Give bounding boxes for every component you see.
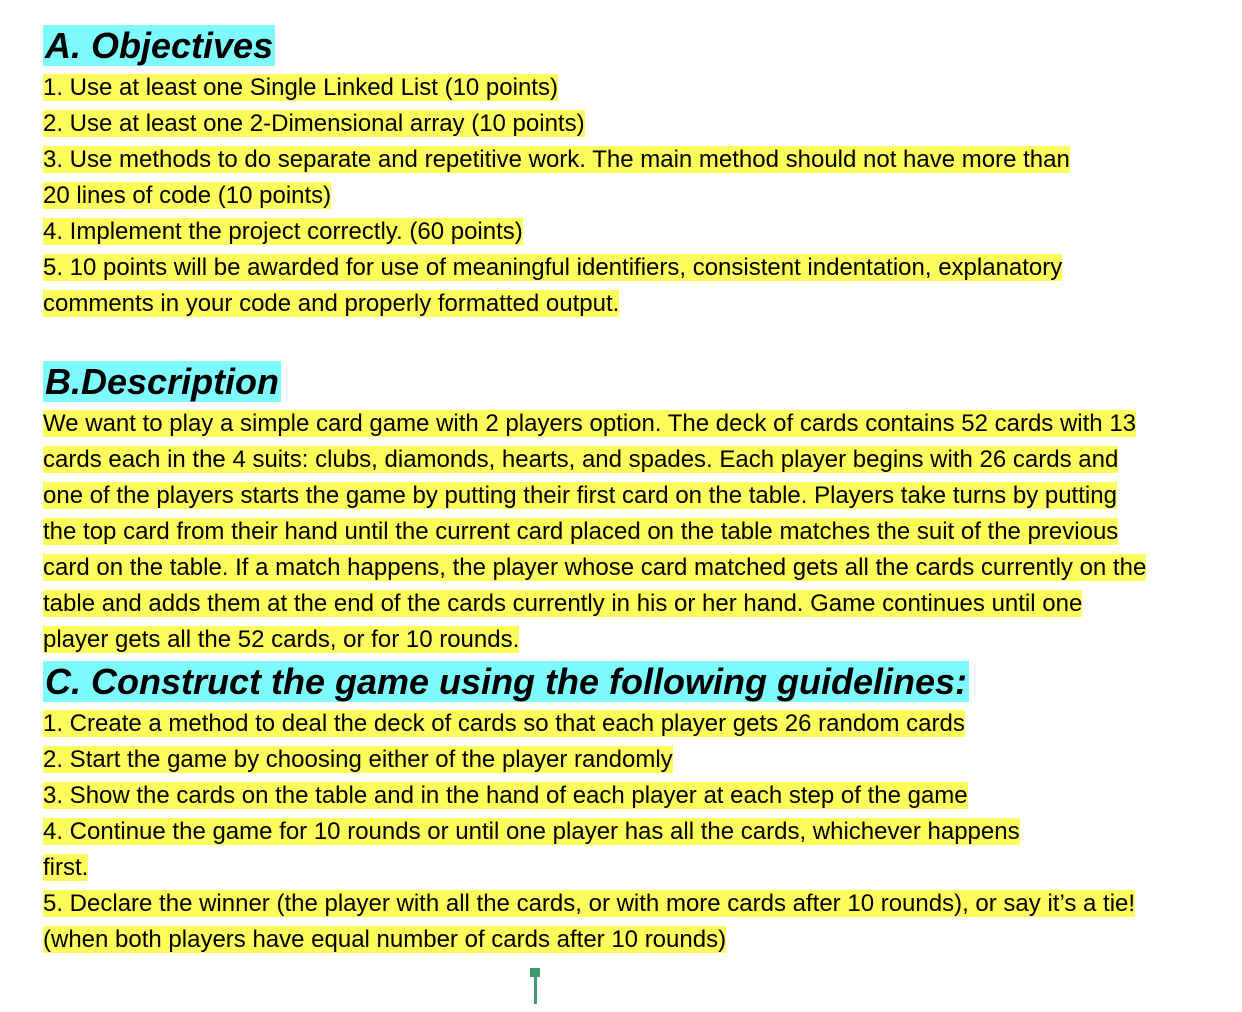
guideline-item xyxy=(43,778,1223,814)
description-paragraph xyxy=(43,406,1148,658)
section-b-heading xyxy=(43,358,1223,406)
guideline-text: 5. Declare the winner (the player with all the cards, or with more cards after 10 rounds), or say it’s a tie! (when both players have equal number of cards after 10 rounds) xyxy=(43,890,1136,953)
objective-text: 2. Use at least one 2-Dimensional array (10 points) xyxy=(43,110,585,137)
section-c-heading xyxy=(43,658,1223,706)
objective-text: 3. Use methods to do separate and repetitive work. The main method should not have more than 20 lines of code (10 points) xyxy=(43,146,1070,209)
guideline-text: 4. Continue the game for 10 rounds or until one player has all the cards, whichever happens first. xyxy=(43,818,1020,881)
objective-item xyxy=(43,70,1223,106)
guideline-text: 3. Show the cards on the table and in the hand of each player at each step of the game xyxy=(43,782,968,809)
section-a-title: A. Objectives xyxy=(45,25,274,66)
objective-text: 5. 10 points will be awarded for use of meaningful identifiers, consistent indentation, explanatory comments in your code and properly formatted output. xyxy=(43,254,1063,317)
objective-item xyxy=(43,250,1063,322)
objective-item xyxy=(43,142,1083,214)
guideline-text: 2. Start the game by choosing either of the player randomly xyxy=(43,746,673,773)
cursor-caret xyxy=(534,968,537,1004)
objective-text: 4. Implement the project correctly. (60 points) xyxy=(43,218,523,245)
guideline-item xyxy=(43,706,1223,742)
section-c-title: C. Construct the game using the following guidelines: xyxy=(45,661,968,702)
description-text: We want to play a simple card game with 2 players option. The deck of cards contains 52 cards with 13 cards each in the 4 suits: clubs, diamonds, hearts, and spades. Each player begins with 26 cards and one of the players starts the game by putting their first card on the table. Players take turns by putting the top card from their hand until the current card placed on the table matches the suit of the previous card on the table. If a match happens, the player whose card matched gets all the cards currently on the table and adds them at the end of the cards currently in his or her hand. Game continues until one player gets all the 52 cards, or for 10 rounds. xyxy=(43,410,1147,653)
text-cursor[interactable] xyxy=(533,968,538,1004)
guideline-item xyxy=(43,742,1223,778)
objective-item xyxy=(43,214,1223,250)
document-body xyxy=(43,22,1223,958)
guideline-item xyxy=(43,814,1053,886)
section-a-heading xyxy=(43,22,1223,70)
objective-item xyxy=(43,106,1223,142)
guideline-text: 1. Create a method to deal the deck of cards so that each player gets 26 random cards xyxy=(43,710,965,737)
guideline-item xyxy=(43,886,1138,958)
section-spacer xyxy=(43,322,1223,358)
objective-text: 1. Use at least one Single Linked List (10 points) xyxy=(43,74,558,101)
section-b-title: B.Description xyxy=(45,361,280,402)
